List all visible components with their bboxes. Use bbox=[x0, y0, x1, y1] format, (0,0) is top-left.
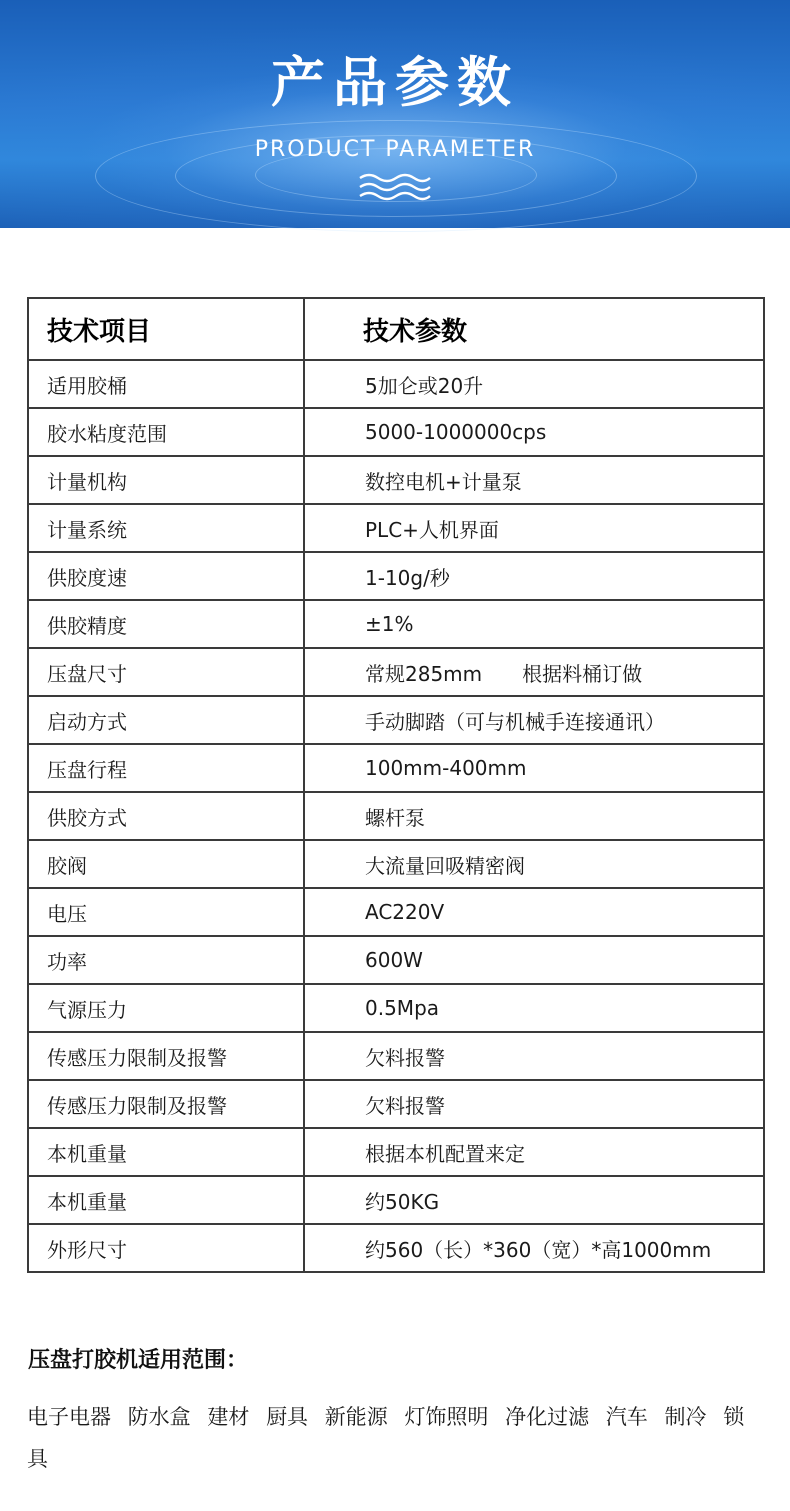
spec-value-cell: 600W bbox=[304, 936, 764, 984]
spec-value-cell: 100mm-400mm bbox=[304, 744, 764, 792]
application-item: 锁具 bbox=[27, 1405, 745, 1471]
application-item: 电子电器 bbox=[27, 1405, 111, 1429]
table-row bbox=[28, 1176, 764, 1224]
spec-value-cell: 手动脚踏（可与机械手连接通讯） bbox=[304, 696, 764, 744]
spec-item-cell: 胶阀 bbox=[28, 840, 304, 888]
spec-value-cell: 约560（长）*360（宽）*高1000mm bbox=[304, 1224, 764, 1272]
spec-item-cell: 外形尺寸 bbox=[28, 1224, 304, 1272]
table-row bbox=[28, 1128, 764, 1176]
spec-value-cell: PLC+人机界面 bbox=[304, 504, 764, 552]
table-row bbox=[28, 552, 764, 600]
table-row bbox=[28, 504, 764, 552]
spec-value-cell: 欠料报警 bbox=[304, 1032, 764, 1080]
spec-table bbox=[27, 297, 765, 1273]
spec-value-cell: 螺杆泵 bbox=[304, 792, 764, 840]
spec-value-cell: ±1% bbox=[304, 600, 764, 648]
application-item: 制冷 bbox=[664, 1405, 707, 1429]
table-row bbox=[28, 456, 764, 504]
spec-item-cell: 传感压力限制及报警 bbox=[28, 1032, 304, 1080]
table-row bbox=[28, 1080, 764, 1128]
table-row bbox=[28, 984, 764, 1032]
spec-value-cell: 根据本机配置来定 bbox=[304, 1128, 764, 1176]
table-row bbox=[28, 792, 764, 840]
spec-item-cell: 压盘行程 bbox=[28, 744, 304, 792]
spec-item-cell: 供胶方式 bbox=[28, 792, 304, 840]
spec-value-cell: 5000-1000000cps bbox=[304, 408, 764, 456]
application-item: 汽车 bbox=[605, 1405, 648, 1429]
spec-value-cell: 约50KG bbox=[304, 1176, 764, 1224]
spec-item-cell: 压盘尺寸 bbox=[28, 648, 304, 696]
spec-item-cell: 适用胶桶 bbox=[28, 360, 304, 408]
table-row bbox=[28, 360, 764, 408]
spec-item-cell: 功率 bbox=[28, 936, 304, 984]
applications-list bbox=[27, 1396, 767, 1480]
spec-item-cell: 本机重量 bbox=[28, 1128, 304, 1176]
spec-value-cell: AC220V bbox=[304, 888, 764, 936]
spec-item-cell: 电压 bbox=[28, 888, 304, 936]
spec-value-cell: 5加仑或20升 bbox=[304, 360, 764, 408]
spec-item-cell: 传感压力限制及报警 bbox=[28, 1080, 304, 1128]
spec-item-cell: 气源压力 bbox=[28, 984, 304, 1032]
page-subtitle: PRODUCT PARAMETER bbox=[254, 137, 536, 162]
header-banner bbox=[0, 0, 790, 228]
spec-item-cell: 供胶精度 bbox=[28, 600, 304, 648]
table-row bbox=[28, 696, 764, 744]
column-header-value: 技术参数 bbox=[304, 298, 764, 360]
page-title: 产品参数 bbox=[271, 51, 519, 114]
table-row bbox=[28, 840, 764, 888]
wave-icon bbox=[358, 172, 432, 202]
application-item: 净化过滤 bbox=[505, 1405, 590, 1429]
application-item: 新能源 bbox=[324, 1405, 388, 1429]
table-row bbox=[28, 600, 764, 648]
spec-item-cell: 启动方式 bbox=[28, 696, 304, 744]
spec-item-cell: 本机重量 bbox=[28, 1176, 304, 1224]
spec-value-cell: 0.5Mpa bbox=[304, 984, 764, 1032]
application-item: 灯饰照明 bbox=[404, 1405, 489, 1429]
table-row bbox=[28, 1032, 764, 1080]
spec-value-cell: 1-10g/秒 bbox=[304, 552, 764, 600]
spec-item-cell: 供胶度速 bbox=[28, 552, 304, 600]
column-header-item: 技术项目 bbox=[28, 298, 304, 360]
table-row bbox=[28, 888, 764, 936]
table-row bbox=[28, 1224, 764, 1272]
application-item: 建材 bbox=[207, 1405, 250, 1429]
spec-item-cell: 胶水粘度范围 bbox=[28, 408, 304, 456]
spec-value-cell: 欠料报警 bbox=[304, 1080, 764, 1128]
table-row bbox=[28, 648, 764, 696]
table-header-row bbox=[28, 298, 764, 360]
application-item: 厨具 bbox=[266, 1405, 309, 1429]
table-row bbox=[28, 744, 764, 792]
spec-value-cell: 常规285mm 根据料桶订做 bbox=[304, 648, 764, 696]
spec-item-cell: 计量系统 bbox=[28, 504, 304, 552]
applications-title: 压盘打胶机适用范围： bbox=[28, 1348, 249, 1373]
application-item: 防水盒 bbox=[127, 1405, 191, 1429]
spec-value-cell: 大流量回吸精密阀 bbox=[304, 840, 764, 888]
table-row bbox=[28, 408, 764, 456]
spec-value-cell: 数控电机+计量泵 bbox=[304, 456, 764, 504]
table-body bbox=[28, 360, 764, 1272]
spec-item-cell: 计量机构 bbox=[28, 456, 304, 504]
table-row bbox=[28, 936, 764, 984]
